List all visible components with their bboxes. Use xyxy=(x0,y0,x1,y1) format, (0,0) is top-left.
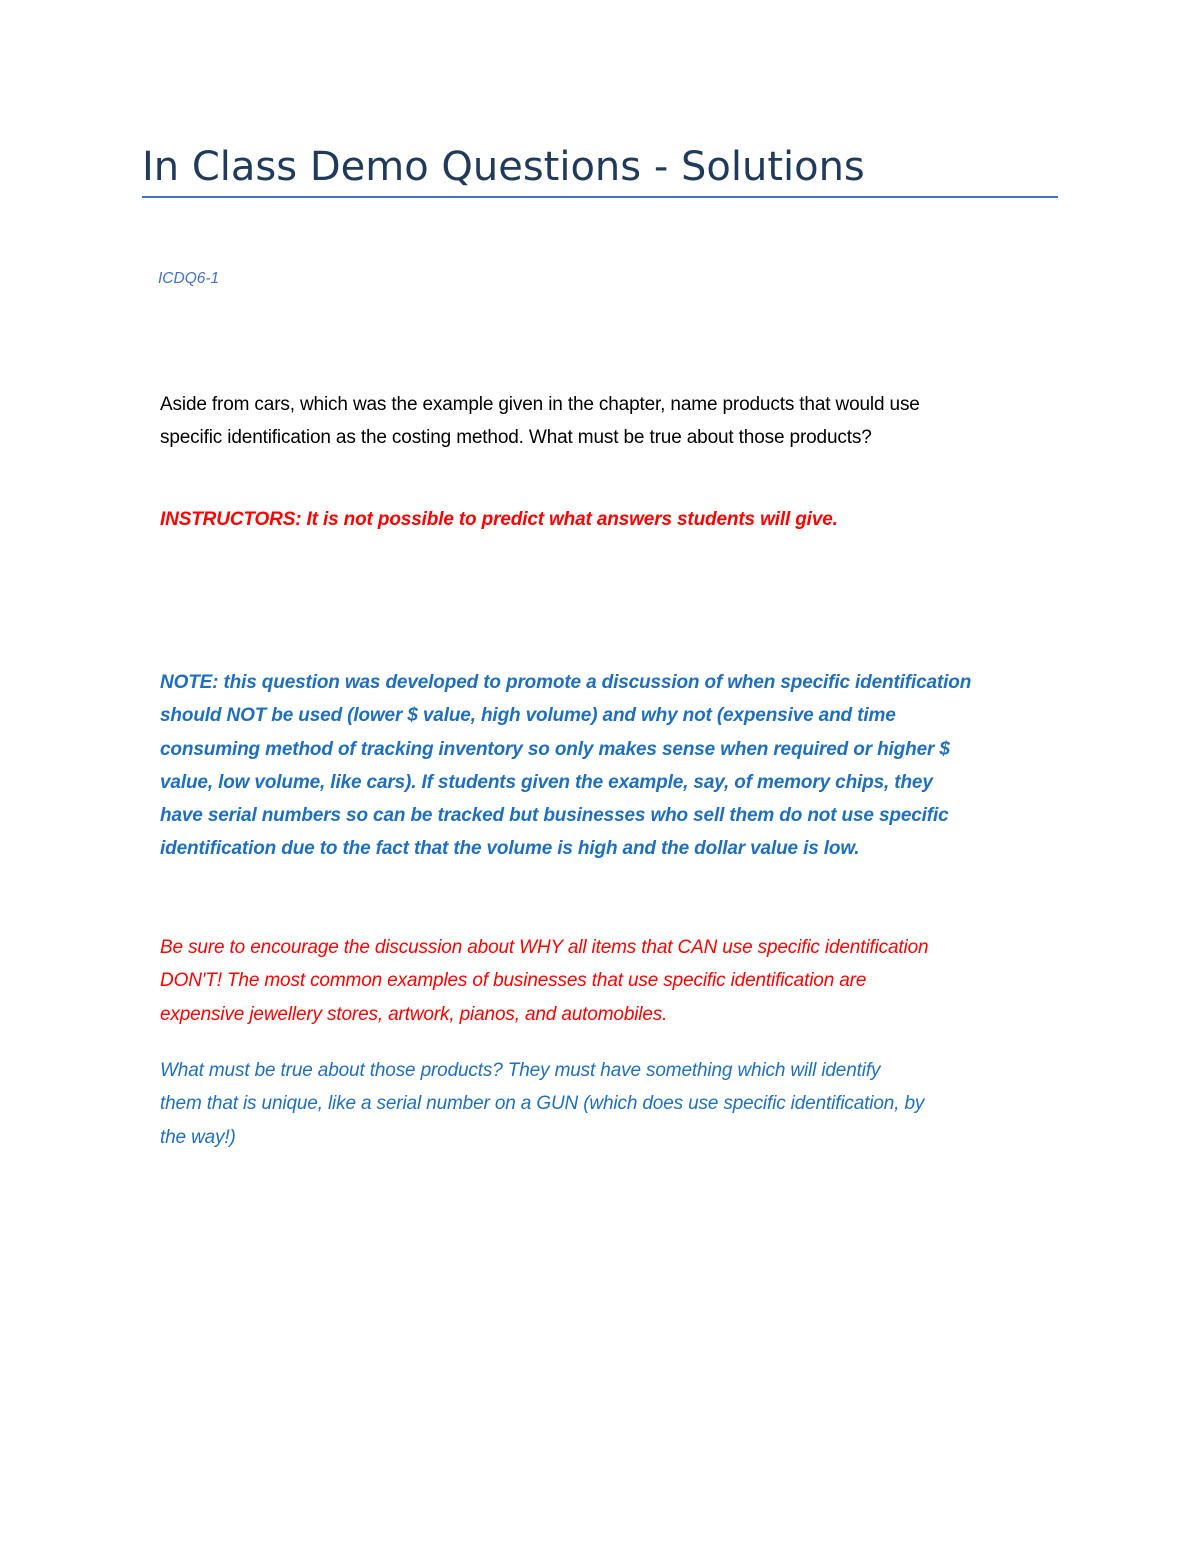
encourage-note-line: Be sure to encourage the discussion about WHY all items that CAN use specific identification xyxy=(160,937,929,958)
instructors-note-line: INSTRUCTORS: It is not possible to predict what answers students will give. xyxy=(160,509,838,530)
title-underline xyxy=(142,196,1058,198)
discussion-note-line: should NOT be used (lower $ value, high volume) and why not (expensive and time xyxy=(160,705,896,727)
document-title: In Class Demo Questions - Solutions xyxy=(142,144,865,190)
question-line: Aside from cars, which was the example given in the chapter, name products that would use xyxy=(160,394,920,415)
discussion-note-line: consuming method of tracking inventory so only makes sense when required or higher $ xyxy=(160,738,950,760)
instructors-note xyxy=(160,503,1060,536)
answer-note-line: them that is unique, like a serial number on a GUN (which does use specific identification, by xyxy=(160,1093,925,1115)
answer-note xyxy=(160,1054,1060,1154)
discussion-note-line: have serial numbers so can be tracked but businesses who sell them do not use specific xyxy=(160,805,949,827)
encourage-note-line: expensive jewellery stores, artwork, pianos, and automobiles. xyxy=(160,1003,668,1025)
answer-note-line: the way!) xyxy=(160,1126,236,1148)
discussion-note-line: value, low volume, like cars). If students given the example, say, of memory chips, they xyxy=(160,771,933,793)
encourage-note xyxy=(160,931,1060,1031)
discussion-note-line: identification due to the fact that the volume is high and the dollar value is low. xyxy=(160,838,860,860)
question-id: ICDQ6-1 xyxy=(158,270,220,287)
discussion-note-line: NOTE: this question was developed to promote a discussion of when specific identification xyxy=(160,672,972,693)
question-line: specific identification as the costing method. What must be true about those products? xyxy=(160,427,872,449)
answer-note-line: What must be true about those products? They must have something which will identify xyxy=(160,1060,881,1081)
question-paragraph xyxy=(160,388,1060,455)
discussion-note xyxy=(160,666,1060,866)
encourage-note-line: DON'T! The most common examples of businesses that use specific identification are xyxy=(160,970,867,992)
